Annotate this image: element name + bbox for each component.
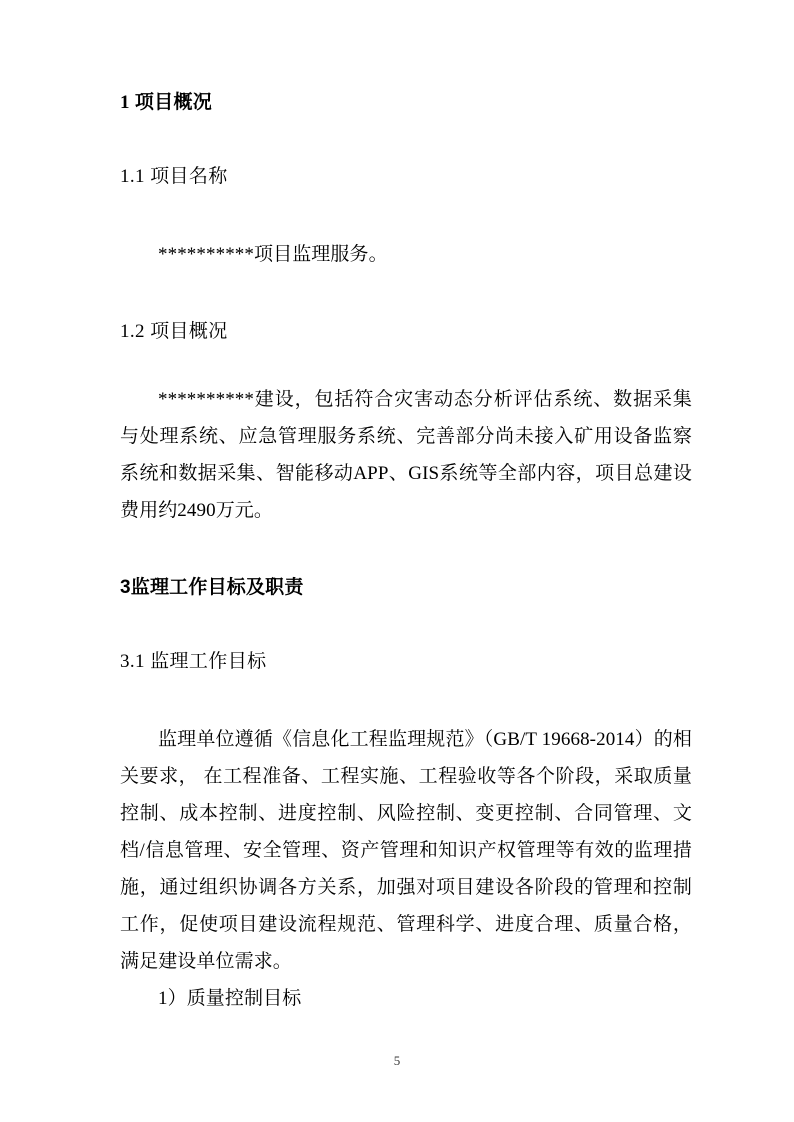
heading-section-1-1: 1.1 项目名称 [120,166,228,187]
heading-section-1-2: 1.2 项目概况 [120,321,228,342]
paragraph-project-overview: **********建设，包括符合灾害动态分析评估系统、数据采集与处理系统、应急管理服务系统、完善部分尚未接入矿用设备监察系统和数据采集、智能移动APP、GIS系统等全部内容，项目总建设费用约2490万元。 [120,389,692,521]
heading-section-3: 3监理工作目标及职责 [120,577,304,598]
spacer [120,677,692,721]
page-footer [0,1052,794,1070]
heading-section-1: 1 项目概况 [120,92,213,113]
document-body [120,88,692,1017]
paragraph-quality-control-goal: 1）质量控制目标 [158,988,302,1009]
spacer [120,118,692,162]
paragraph-project-name: **********项目监理服务。 [158,244,388,265]
paragraph-supervision-goal: 监理单位遵循《信息化工程监理规范》（GB/T 19668-2014）的相关要求， 在工程准备、工程实施、工程验收等各个阶段，采取质量控制、成本控制、进度控制、风险控制、变更控制、合同管理、文档/信息管理、安全管理、资产管理和知识产权管理等有效的监理措施，通过组织协调各方关系，加强对项目建设各阶段的管理和控制工作，促使项目建设流程规范、管理科学、进度合理、质量合格，满足建设单位需求。 [120,729,692,972]
spacer [120,347,692,381]
page-number: 5 [393,1053,401,1068]
spacer [120,192,692,236]
spacer [120,603,692,647]
spacer [120,273,692,317]
heading-section-3-1: 3.1 监理工作目标 [120,651,267,672]
spacer [120,529,692,573]
